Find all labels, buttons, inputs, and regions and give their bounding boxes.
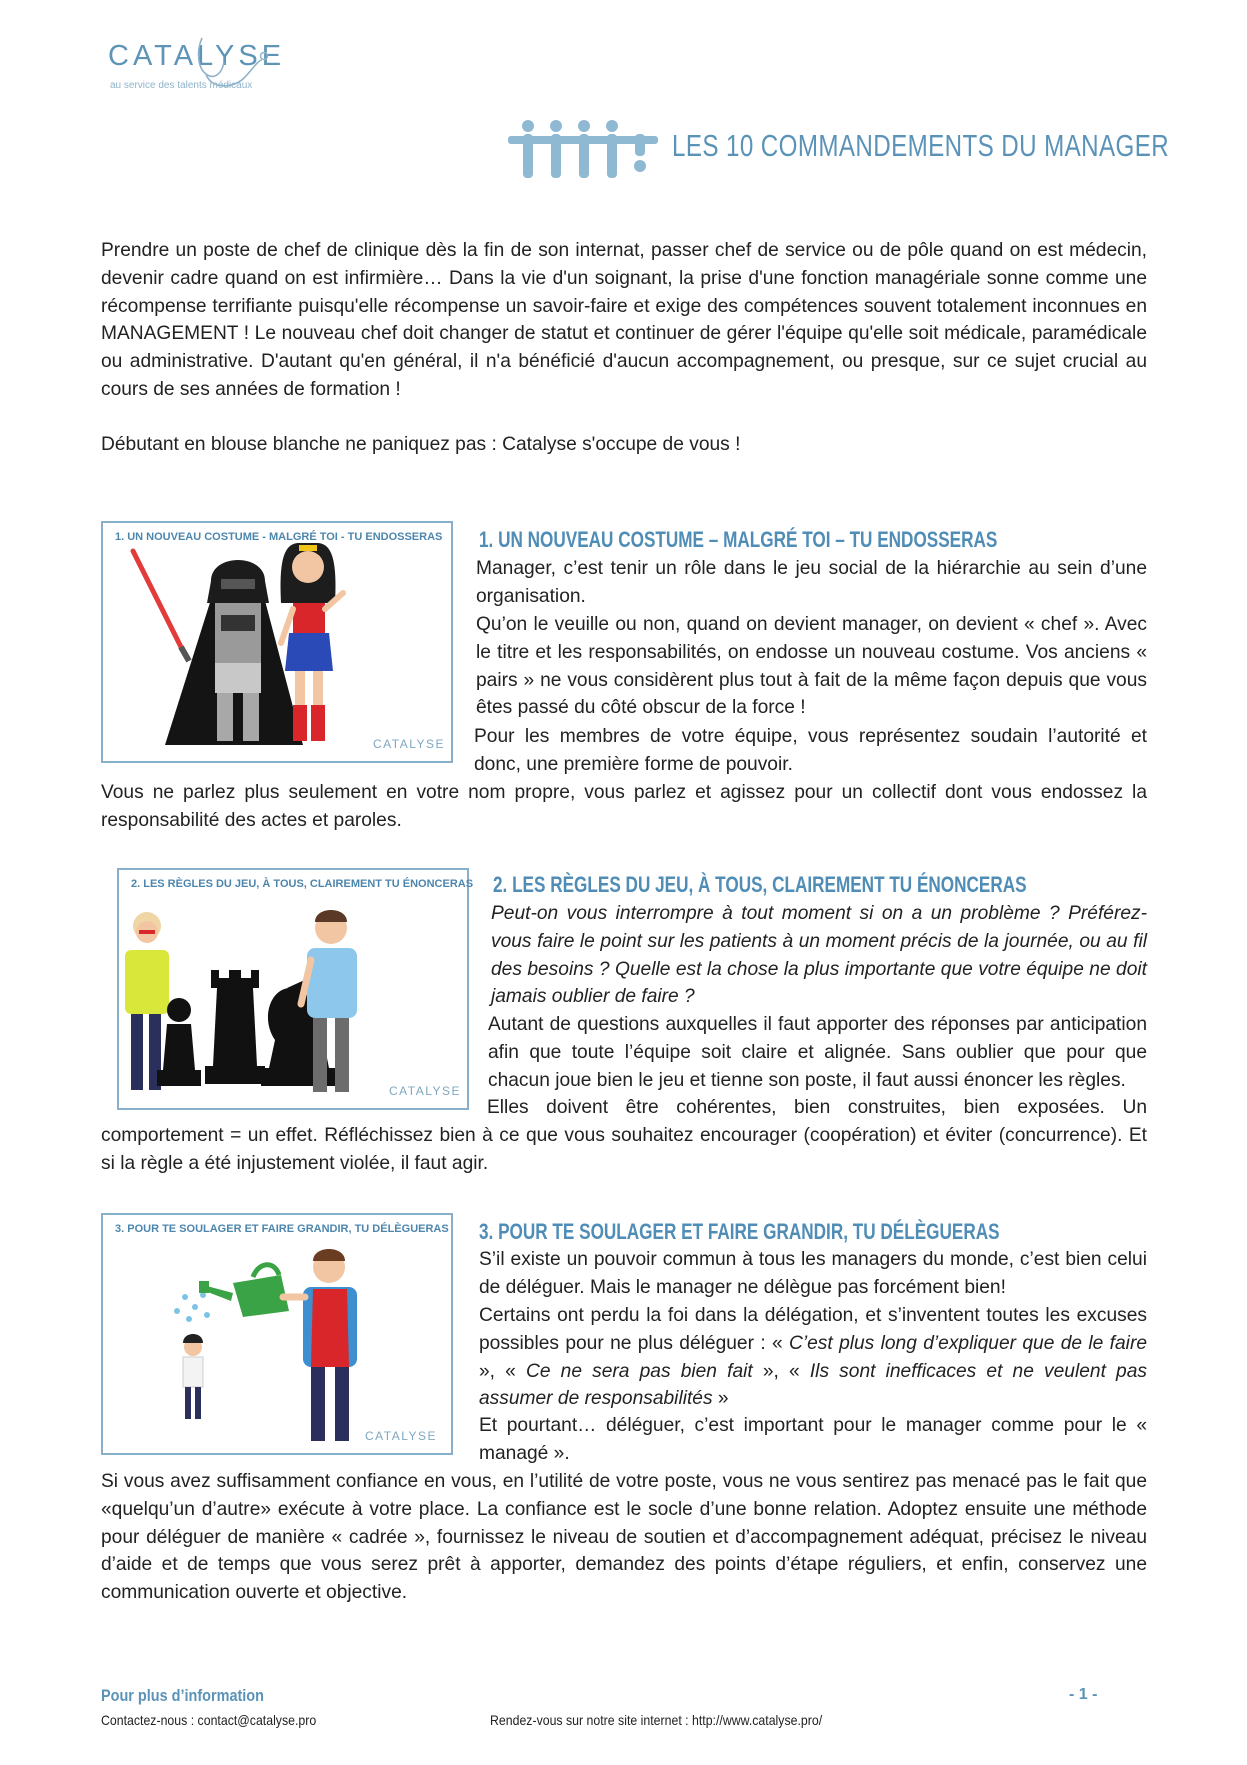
header xyxy=(0,0,1247,180)
section-3-p2-mid1: », « xyxy=(479,1360,526,1382)
section-2-p3: Elles doivent être cohérentes, bien construites, bien exposées. Un comportement = un effet. Réfléchissez bien à ce que vous souhaitez encourager (coopération) et éviter (concurrence). Et si la règle a été injustement violée, il faut agir. xyxy=(101,1097,1147,1174)
section-3-p2-end: » xyxy=(712,1388,729,1410)
section-3-image-label: 3. POUR TE SOULAGER ET FAIRE GRANDIR, TU DÉLÈGUERAS xyxy=(115,1223,449,1235)
section-1-p1: Manager, c’est tenir un rôle dans le jeu social de la hiérarchie au sein d’une organisation. xyxy=(476,558,1147,607)
section-3-p4: Si vous avez suffisamment confiance en vous, en l’utilité de votre poste, vous ne vous sentirez pas menacé pas le fait que «quelqu’un d’autre» exécute à votre place. La confiance est le socle d’une bonne relation. Adoptez ensuite une méthode pour déléguer de manière « cadrée », fournissez le niveau de soutien et d’accompagnement adéquat, précisez le niveau d’aide et de temps que vous serez prêt à apporter, demandez des points d’étape réguliers, et enfin, conservez une communication ouverte et objective. xyxy=(101,1471,1147,1604)
intro-paragraph: Prendre un poste de chef de clinique dès la fin de son internat, passer chef de service ou de pôle quand on est médecin, devenir cadre quand on est infirmière… Dans la vie d'un soignant, la prise d'une fonction managériale sonne comme une récompense terrifiante puisqu'elle récompense un savoir-faire et exige des compétences souvent totalement inconnues en MANAGEMENT ! Le nouveau chef doit changer de statut et continuer de gérer l'équipe qu'elle soit médicale, paramédicale ou administrative. D'autant qu'en général, il n'a bénéficié d'aucun accompagnement, ou presque, sur ce sujet crucial au cours de ses années de formation ! xyxy=(101,240,1147,400)
section-2-logo: CATALYSE xyxy=(389,1084,462,1098)
villain-and-heroine-icon xyxy=(103,523,451,761)
footer-contact[interactable]: Contactez-nous : contact@catalyse.pro xyxy=(101,1712,317,1728)
intro-reassurance: Débutant en blouse blanche ne paniquez pas : Catalyse s'occupe de vous ! xyxy=(101,434,741,455)
section-3-illustration xyxy=(101,1213,453,1455)
section-2-p2: Autant de questions auxquelles il faut apporter des réponses par anticipation afin que toute l’équipe soit claire et alignée. Sans oublier que pour que chacun joue bien le jeu et tienne son poste, il faut aussi énoncer les règles. xyxy=(488,1014,1147,1091)
chess-players-icon xyxy=(119,870,467,1108)
page-number: - 1 - xyxy=(1069,1686,1098,1703)
section-3-p2 xyxy=(479,1302,1147,1413)
section-3-p2-start: Certains ont perdu la foi dans la délégation, et s’inventent toutes les excuses possibles pour ne plus déléguer : « xyxy=(479,1305,1147,1354)
footer-title: Pour plus d’information xyxy=(101,1686,264,1705)
section-1-p4: Vous ne parlez plus seulement en votre nom propre, vous parlez et agissez pour un collectif dont vous endossez la responsabilité des actes et paroles. xyxy=(101,782,1147,831)
watering-manager-icon xyxy=(103,1215,451,1453)
section-1-logo: CATALYSE xyxy=(373,737,446,751)
section-1-p2: Qu’on le veuille ou non, quand on devient manager, on devient « chef ». Avec le titre et les responsabilités, on endosse un nouveau costume. Vos anciens « pairs » ne vous considèrent plus tout à fait de la même façon depuis que vous êtes passé du côté obscur de la force ! xyxy=(476,614,1147,719)
section-3-p1: S’il existe un pouvoir commun à tous les managers du monde, c’est bien celui de déléguer. Mais le manager ne délègue pas forcément bien! xyxy=(479,1249,1147,1298)
logo-tagline: au service des talents médicaux xyxy=(110,80,253,91)
section-3-quote-3: Ils sont inefficaces et ne veulent pas assumer de responsabilités xyxy=(479,1360,1147,1410)
section-2-title: 2. LES RÈGLES DU JEU, À TOUS, CLAIREMENT TU ÉNONCERAS xyxy=(493,872,1027,897)
people-group-icon xyxy=(508,120,658,182)
section-2-p1: Peut-on vous interrompre à tout moment si on a un problème ? Préférez-vous faire le point sur les patients à un moment précis de la journée, ou au fil des besoins ? Quelle est la chose la plus importante que votre équipe ne doit jamais oublier de faire ? xyxy=(491,903,1147,1008)
section-1-image-label: 1. UN NOUVEAU COSTUME - MALGRÉ TOI - TU ENDOSSERAS xyxy=(115,531,443,543)
section-3-p2-mid2: », « xyxy=(752,1360,810,1382)
section-3-p3: Et pourtant… déléguer, c’est important pour le manager comme pour le « managé ». xyxy=(479,1415,1147,1464)
section-3-title: 3. POUR TE SOULAGER ET FAIRE GRANDIR, TU DÉLÈGUERAS xyxy=(479,1219,1000,1244)
logo-wordmark: CATALYSE xyxy=(108,40,286,72)
section-3-quote-2: Ce ne sera pas bien fait xyxy=(525,1360,753,1382)
page-title: LES 10 COMMANDEMENTS DU MANAGER xyxy=(672,128,1170,163)
section-2-image-label: 2. LES RÈGLES DU JEU, À TOUS, CLAIREMENT TU ÉNONCERAS xyxy=(131,878,474,890)
section-3-quote-1: C’est plus long d’expliquer que de le faire xyxy=(789,1332,1148,1354)
section-1-p3: Pour les membres de votre équipe, vous représentez soudain l’autorité et donc, une première forme de pouvoir. xyxy=(474,726,1147,775)
section-1-illustration xyxy=(101,521,453,763)
section-1-title: 1. UN NOUVEAU COSTUME – MALGRÉ TOI – TU ENDOSSERAS xyxy=(479,527,998,552)
section-2-illustration xyxy=(117,868,474,1110)
section-3-logo: CATALYSE xyxy=(365,1429,438,1443)
footer-website-link[interactable]: Rendez-vous sur notre site internet : http://www.catalyse.pro/ xyxy=(490,1712,823,1728)
